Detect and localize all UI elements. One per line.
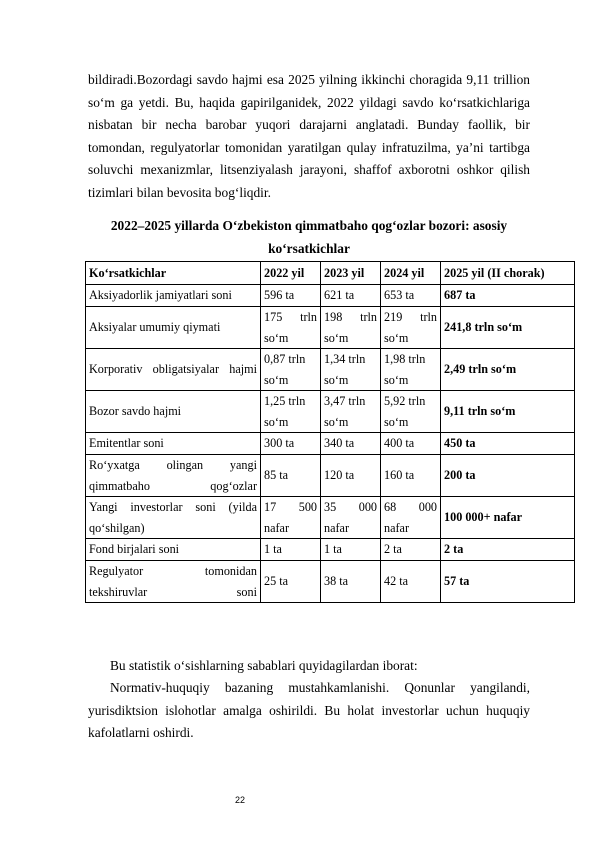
- cell-value: 340 ta: [321, 433, 381, 455]
- cell-value: 5,92 trln so‘m: [381, 391, 441, 433]
- table-row: [86, 539, 575, 561]
- cell-value-2025: 2,49 trln so‘m: [441, 349, 575, 391]
- cell-value: 621 ta: [321, 285, 381, 307]
- cell-value: 1 ta: [261, 539, 321, 561]
- cell-value: 400 ta: [381, 433, 441, 455]
- cell-indicator: Ro‘yxatga olingan yangi qimmatbaho qog‘ozlar: [86, 455, 261, 497]
- cell-value: 120 ta: [321, 455, 381, 497]
- table-row: [86, 433, 575, 455]
- cell-value: 596 ta: [261, 285, 321, 307]
- table-title: 2022–2025 yillarda O‘zbekiston qimmatbaho qog‘ozlar bozori: asosiy ko‘rsatkichlar: [110, 218, 508, 256]
- table-row: [86, 391, 575, 433]
- header-2025: 2025 yil (II chorak): [441, 262, 575, 285]
- legal-framework-paragraph: Normativ-huquqiy bazaning mustahkamlanishi. Qonunlar yangilandi, yurisdiktsion islohotlar amalga oshirildi. Bu holat investorlar uchun huquqiy kafolatlarni oshirdi.: [88, 680, 530, 741]
- cell-value: 1 ta: [321, 539, 381, 561]
- header-2022: 2022 yil: [261, 262, 321, 285]
- cell-value: 1,98 trln so‘m: [381, 349, 441, 391]
- cell-indicator: Korporativ obligatsiyalar hajmi: [86, 349, 261, 391]
- cell-value: 3,47 trln so‘m: [321, 391, 381, 433]
- cell-value-2025: 57 ta: [441, 561, 575, 603]
- table-row: [86, 455, 575, 497]
- cell-value: 17 500 nafar: [261, 497, 321, 539]
- cell-value: 1,34 trln so‘m: [321, 349, 381, 391]
- cell-indicator: Fond birjalari soni: [86, 539, 261, 561]
- header-2024: 2024 yil: [381, 262, 441, 285]
- cell-value: 160 ta: [381, 455, 441, 497]
- cell-value: 35 000 nafar: [321, 497, 381, 539]
- cell-value: 68 000 nafar: [381, 497, 441, 539]
- table-row: [86, 497, 575, 539]
- cell-value-2025: 241,8 trln so‘m: [441, 307, 575, 349]
- table-header-row: [86, 262, 575, 285]
- table-row: [86, 307, 575, 349]
- cell-value: 2 ta: [381, 539, 441, 561]
- cell-value: 0,87 trln so‘m: [261, 349, 321, 391]
- cell-value: 653 ta: [381, 285, 441, 307]
- cell-value-2025: 9,11 trln so‘m: [441, 391, 575, 433]
- cell-indicator: Regulyator tomonidan tekshiruvlar soni: [86, 561, 261, 603]
- cell-value-2025: 687 ta: [441, 285, 575, 307]
- header-2023: 2023 yil: [321, 262, 381, 285]
- cell-indicator: Aksiyalar umumiy qiymati: [86, 307, 261, 349]
- cell-value-2025: 2 ta: [441, 539, 575, 561]
- table-row: [86, 285, 575, 307]
- cell-indicator: Emitentlar soni: [86, 433, 261, 455]
- cell-value: 38 ta: [321, 561, 381, 603]
- cell-value-2025: 450 ta: [441, 433, 575, 455]
- cell-value: 300 ta: [261, 433, 321, 455]
- cell-value-2025: 100 000+ nafar: [441, 497, 575, 539]
- cell-indicator: Aksiyadorlik jamiyatlari soni: [86, 285, 261, 307]
- cell-value: 42 ta: [381, 561, 441, 603]
- intro-paragraph: bildiradi.Bozordagi savdo hajmi esa 2025 yilning ikkinchi choragida 9,11 trillion so‘m ga yetdi. Bu, haqida gapirilganidek, 2022 yildagi savdo ko‘rsatkichlariga nisbatan bir necha barobar yuqori darajarni anglatadi. Bunday faollik, bir tomondan, regulyatorlar tomonidan yaratilgan qulay infratuzilma, ya’ni tartibga soluvchi mexanizmlar, litsenziyalash jarayoni, shaffof axborotni oshkor qilish tizimlari bilan bevosita bog‘liqdir.: [88, 72, 530, 200]
- cell-value: 1,25 trln so‘m: [261, 391, 321, 433]
- cell-value: 85 ta: [261, 455, 321, 497]
- page-number: 22: [234, 795, 245, 805]
- cell-indicator: Yangi investorlar soni (yilda qo‘shilgan): [86, 497, 261, 539]
- cell-value-2025: 200 ta: [441, 455, 575, 497]
- table-row: [86, 561, 575, 603]
- cell-value: 175 trln so‘m: [261, 307, 321, 349]
- cell-value: 198 trln so‘m: [321, 307, 381, 349]
- cell-value: 219 trln so‘m: [381, 307, 441, 349]
- statistics-reasons-paragraph: Bu statistik o‘sishlarning sabablari quyidagilardan iborat:: [110, 658, 418, 673]
- cell-value: 25 ta: [261, 561, 321, 603]
- indicators-table: [85, 261, 575, 603]
- header-indicators: Ko‘rsatkichlar: [86, 262, 261, 285]
- table-row: [86, 349, 575, 391]
- cell-indicator: Bozor savdo hajmi: [86, 391, 261, 433]
